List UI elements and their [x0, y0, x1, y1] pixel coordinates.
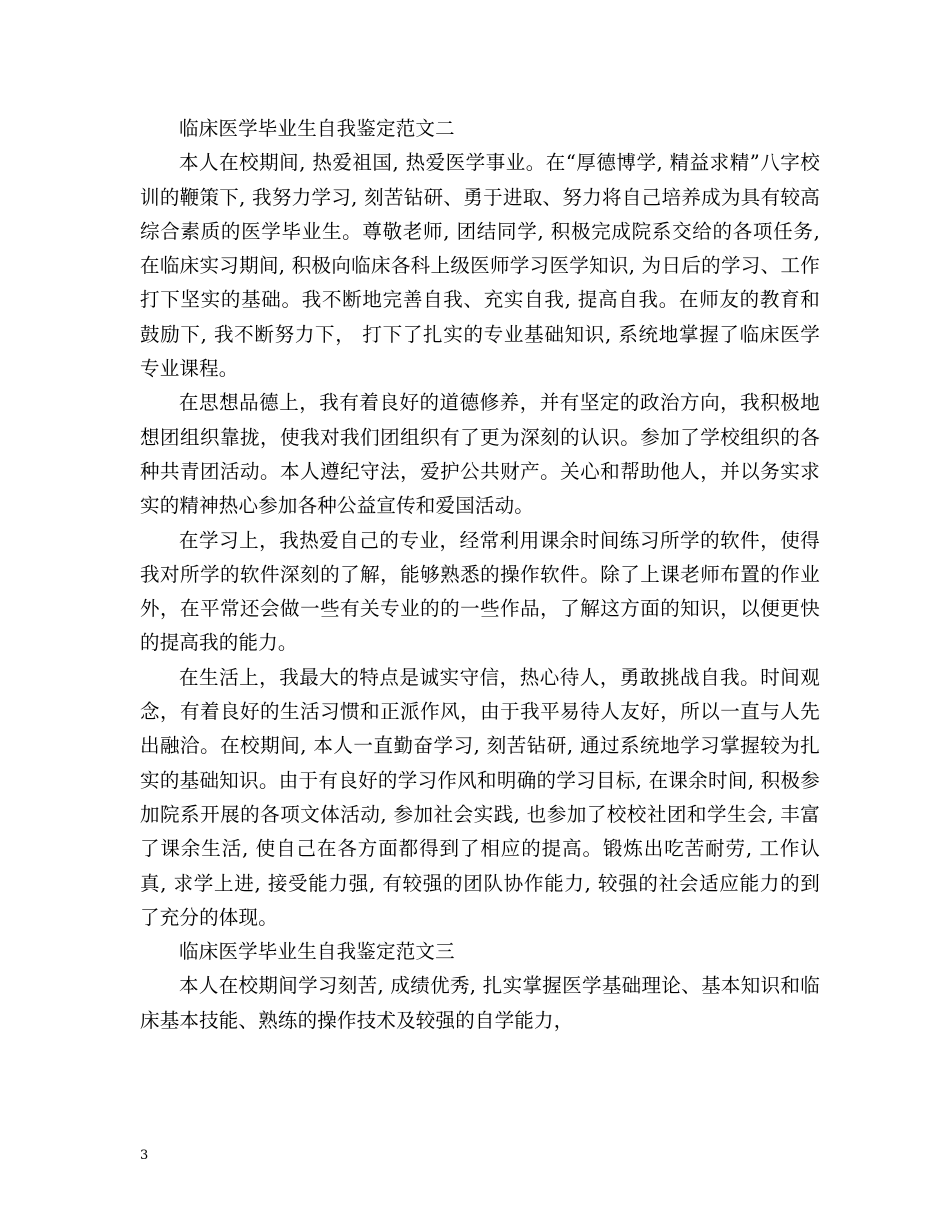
section-heading: 临床医学毕业生自我鉴定范文三: [179, 940, 455, 964]
body-paragraph: 在思想品德上，我有着良好的道德修养，并有坚定的政治方向，我积极地想团组织靠拢，使我对我们团组织有了更为深刻的认识。参加了学校组织的各种共青团活动。本人遵纪守法，爱护公共财产。关心和帮助他人，并以务实求实的精神热心参加各种公益宣传和爱国活动。: [140, 391, 820, 518]
body-paragraph: 在学习上，我热爱自己的专业，经常利用课余时间练习所学的软件，使得我对所学的软件深刻的了解，能够熟悉的操作软件。除了上课老师布置的作业外，在平常还会做一些有关专业的的一些作品，了解这方面的知识，以便更快的提高我的能力。: [140, 528, 820, 655]
page-number: 3: [140, 1148, 149, 1163]
body-paragraph: 在生活上，我最大的特点是诚实守信，热心待人，勇敢挑战自我。时间观念，有着良好的生活习惯和正派作风，由于我平易待人友好，所以一直与人先出融洽。在校期间, 本人一直勤奋学习, 刻苦钻研, 通过系统地学习掌握较为扎实的基础知识。由于有良好的学习作风和明确的学习目标, 在课余时间, 积极参加院系开展的各项文体活动, 参加社会实践, 也参加了校校社团和学生会, 丰富了课余生活, 使自己在各方面都得到了相应的提高。锻炼出吃苦耐劳, 工作认真, 求学上进, 接受能力强, 有较强的团队协作能力, 较强的社会适应能力的到了充分的体现。: [140, 665, 820, 929]
body-paragraph: 本人在校期间学习刻苦, 成绩优秀, 扎实掌握医学基础理论、基本知识和临床基本技能、熟练的操作技术及较强的自学能力，: [140, 974, 820, 1032]
document-body: [140, 112, 820, 1038]
body-paragraph: 本人在校期间, 热爱祖国, 热爱医学事业。在“厚德博学, 精益求精”八字校训的鞭策下, 我努力学习, 刻苦钻研、勇于进取、努力将自己培养成为具有较高综合素质的医学毕业生。尊敬老师, 团结同学, 积极完成院系交给的各项任务, 在临床实习期间, 积极向临床各科上级医师学习医学知识, 为日后的学习、工作打下坚实的基础。我不断地完善自我、充实自我, 提高自我。在师友的教育和鼓励下, 我不断努力下， 打下了扎实的专业基础知识, 系统地掌握了临床医学专业课程。: [140, 151, 820, 381]
section-heading: 临床医学毕业生自我鉴定范文二: [179, 117, 455, 140]
